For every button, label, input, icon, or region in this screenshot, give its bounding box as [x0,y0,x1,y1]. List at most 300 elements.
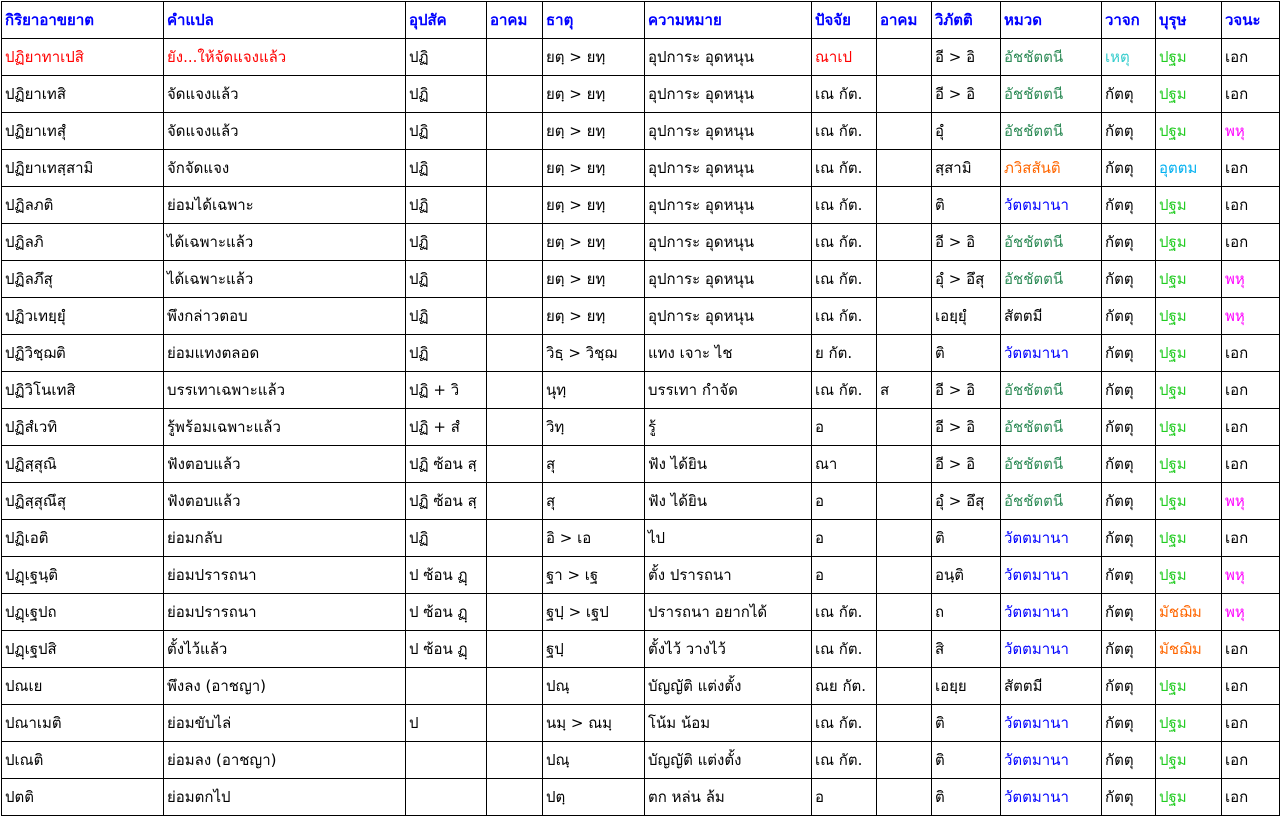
cell-person: ปฐม [1156,76,1222,113]
cell-tense: วัตตมานา [1001,520,1102,557]
cell-person: ปฐม [1156,742,1222,779]
cell-translation: ยัง...ให้จัดแจงแล้ว [164,39,406,76]
cell-person: ปฐม [1156,39,1222,76]
table-body [2,39,1280,816]
cell-root: ยตฺ > ยทฺ [543,76,645,113]
table-row [2,557,1280,594]
cell-inflection: ถ [932,594,1001,631]
cell-augment [487,705,543,742]
cell-translation: ย่อมแทงตลอด [164,335,406,372]
cell-augment [487,742,543,779]
cell-person: ปฐม [1156,372,1222,409]
cell-augment-2 [877,631,932,668]
cell-voice: กัตตุ [1102,779,1156,816]
cell-verb: ปฏิสฺสุณิ [2,446,164,483]
cell-prefix: ปฏิ [406,335,487,372]
cell-root: ปตฺ [543,779,645,816]
cell-augment [487,261,543,298]
cell-meaning: ฟัง ได้ยิน [645,446,812,483]
cell-tense: วัตตมานา [1001,742,1102,779]
cell-suffix: ย กัต. [812,335,877,372]
cell-augment-2 [877,779,932,816]
cell-tense: สัตตมี [1001,668,1102,705]
cell-translation: ย่อมปรารถนา [164,557,406,594]
cell-suffix: อ [812,779,877,816]
cell-augment-2 [877,742,932,779]
cell-voice: กัตตุ [1102,150,1156,187]
cell-meaning: ตก หล่น ล้ม [645,779,812,816]
cell-person: ปฐม [1156,483,1222,520]
cell-prefix: ป ซ้อน ฏฺ [406,594,487,631]
cell-translation: ย่อมกลับ [164,520,406,557]
cell-root: ฐปฺ > เฐป [543,594,645,631]
cell-voice: กัตตุ [1102,298,1156,335]
cell-meaning: บรรเทา กำจัด [645,372,812,409]
cell-prefix: ปฏิ ซ้อน สฺ [406,446,487,483]
cell-voice: กัตตุ [1102,557,1156,594]
cell-augment-2 [877,113,932,150]
cell-person: ปฐม [1156,187,1222,224]
header-meaning: ความหมาย [645,2,812,39]
cell-suffix: ณย กัต. [812,668,877,705]
cell-root: นุทฺ [543,372,645,409]
cell-prefix: ป ซ้อน ฏฺ [406,557,487,594]
cell-number: เอก [1222,520,1280,557]
cell-verb: ปฏิวเทยฺยุํ [2,298,164,335]
table-row [2,779,1280,816]
cell-suffix: เณ กัต. [812,113,877,150]
cell-meaning: โน้ม น้อม [645,705,812,742]
header-augment: อาคม [487,2,543,39]
cell-prefix: ป ซ้อน ฏฺ [406,631,487,668]
cell-tense: อัชชัตตนี [1001,409,1102,446]
cell-verb: ปฏิวิโนเทสิ [2,372,164,409]
cell-inflection: อุํ > อึสุ [932,261,1001,298]
cell-tense: วัตตมานา [1001,705,1102,742]
cell-inflection: อี > อิ [932,409,1001,446]
cell-prefix: ปฏิ [406,113,487,150]
table-row [2,446,1280,483]
cell-voice: กัตตุ [1102,76,1156,113]
cell-inflection: อี > อิ [932,76,1001,113]
cell-voice: กัตตุ [1102,187,1156,224]
table-row [2,335,1280,372]
cell-root: ยตฺ > ยทฺ [543,261,645,298]
cell-number: เอก [1222,446,1280,483]
cell-verb: ปฏิยาทาเปสิ [2,39,164,76]
cell-augment [487,39,543,76]
cell-translation: ได้เฉพาะแล้ว [164,224,406,261]
cell-voice: กัตตุ [1102,668,1156,705]
cell-tense: สัตตมี [1001,298,1102,335]
cell-inflection: อี > อิ [932,224,1001,261]
cell-root: ฐา > เฐ [543,557,645,594]
cell-number: เอก [1222,631,1280,668]
cell-inflection: เอยฺยุํ [932,298,1001,335]
cell-number: พหุ [1222,113,1280,150]
cell-translation: ย่อมลง (อาชญา) [164,742,406,779]
cell-meaning: อุปการะ อุดหนุน [645,39,812,76]
cell-suffix: เณ กัต. [812,705,877,742]
cell-number: เอก [1222,150,1280,187]
cell-tense: อัชชัตตนี [1001,446,1102,483]
cell-prefix: ปฏิ [406,150,487,187]
cell-augment [487,187,543,224]
cell-suffix: เณ กัต. [812,150,877,187]
cell-translation: รู้พร้อมเฉพาะแล้ว [164,409,406,446]
cell-inflection: ติ [932,520,1001,557]
cell-tense: อัชชัตตนี [1001,113,1102,150]
cell-meaning: อุปการะ อุดหนุน [645,187,812,224]
cell-number: เอก [1222,779,1280,816]
cell-root: ยตฺ > ยทฺ [543,39,645,76]
cell-translation: ย่อมปรารถนา [164,594,406,631]
cell-voice: กัตตุ [1102,520,1156,557]
cell-prefix: ปฏิ [406,187,487,224]
cell-prefix [406,742,487,779]
cell-person: ปฐม [1156,298,1222,335]
cell-meaning: อุปการะ อุดหนุน [645,298,812,335]
cell-translation: ตั้งไว้แล้ว [164,631,406,668]
cell-inflection: อนฺติ [932,557,1001,594]
cell-tense: อัชชัตตนี [1001,39,1102,76]
cell-suffix: เณ กัต. [812,261,877,298]
cell-augment-2 [877,224,932,261]
cell-verb: ปฏิลภิ [2,224,164,261]
header-translation: คำแปล [164,2,406,39]
cell-person: ปฐม [1156,668,1222,705]
cell-person: ปฐม [1156,520,1222,557]
cell-verb: ปณเย [2,668,164,705]
cell-meaning: รู้ [645,409,812,446]
cell-augment [487,594,543,631]
header-augment-2: อาคม [877,2,932,39]
cell-augment [487,76,543,113]
cell-number: เอก [1222,335,1280,372]
cell-prefix: ปฏิ + วิ [406,372,487,409]
cell-root: ยตฺ > ยทฺ [543,150,645,187]
cell-prefix: ปฏิ [406,39,487,76]
cell-verb: ปณาเมติ [2,705,164,742]
cell-augment-2 [877,705,932,742]
table-row [2,261,1280,298]
cell-inflection: อุํ > อึสุ [932,483,1001,520]
cell-person: ปฐม [1156,409,1222,446]
cell-inflection: ติ [932,779,1001,816]
cell-inflection: อี > อิ [932,446,1001,483]
cell-person: มัชฌิม [1156,631,1222,668]
cell-prefix: ป [406,705,487,742]
cell-augment [487,483,543,520]
cell-voice: กัตตุ [1102,483,1156,520]
cell-root: ปณฺ [543,742,645,779]
cell-translation: บรรเทาเฉพาะแล้ว [164,372,406,409]
cell-augment-2 [877,557,932,594]
cell-prefix: ปฏิ + สํ [406,409,487,446]
cell-augment-2 [877,39,932,76]
cell-augment-2 [877,187,932,224]
cell-suffix: เณ กัต. [812,76,877,113]
cell-meaning: ตั้ง ปรารถนา [645,557,812,594]
table-row [2,594,1280,631]
cell-translation: ได้เฉพาะแล้ว [164,261,406,298]
cell-prefix: ปฏิ [406,520,487,557]
table-row [2,187,1280,224]
cell-person: ปฐม [1156,224,1222,261]
cell-root: ยตฺ > ยทฺ [543,113,645,150]
cell-tense: วัตตมานา [1001,594,1102,631]
cell-voice: กัตตุ [1102,705,1156,742]
cell-verb: ปฏฺเฐปสิ [2,631,164,668]
cell-suffix: อ [812,409,877,446]
cell-translation: ย่อมขับไล่ [164,705,406,742]
cell-verb: ปฏิสํเวทิ [2,409,164,446]
cell-augment [487,668,543,705]
cell-suffix: ณา [812,446,877,483]
cell-inflection: เอยฺย [932,668,1001,705]
cell-translation: ย่อมได้เฉพาะ [164,187,406,224]
cell-augment [487,150,543,187]
cell-inflection: อี > อิ [932,372,1001,409]
cell-suffix: เณ กัต. [812,372,877,409]
cell-meaning: ปรารถนา อยากได้ [645,594,812,631]
table-row [2,372,1280,409]
cell-augment-2 [877,668,932,705]
cell-root: วิทฺ [543,409,645,446]
cell-translation: ย่อมตกไป [164,779,406,816]
table-row [2,409,1280,446]
cell-person: อุตตม [1156,150,1222,187]
cell-tense: วัตตมานา [1001,779,1102,816]
cell-verb: ปฏฺเฐนฺติ [2,557,164,594]
cell-prefix: ปฏิ [406,298,487,335]
table-row [2,742,1280,779]
header-verb: กิริยาอาขยาต [2,2,164,39]
cell-augment-2 [877,520,932,557]
cell-meaning: อุปการะ อุดหนุน [645,261,812,298]
cell-number: พหุ [1222,557,1280,594]
cell-meaning: ตั้งไว้ วางไว้ [645,631,812,668]
header-root: ธาตุ [543,2,645,39]
cell-voice: กัตตุ [1102,631,1156,668]
cell-prefix [406,668,487,705]
cell-meaning: ฟัง ได้ยิน [645,483,812,520]
cell-number: เอก [1222,187,1280,224]
cell-augment [487,409,543,446]
cell-inflection: ติ [932,705,1001,742]
cell-augment-2 [877,594,932,631]
cell-number: เอก [1222,742,1280,779]
cell-translation: จัดแจงแล้ว [164,113,406,150]
cell-translation: จักจัดแจง [164,150,406,187]
table-row [2,76,1280,113]
cell-suffix: เณ กัต. [812,742,877,779]
cell-translation: พึงลง (อาชญา) [164,668,406,705]
cell-tense: อัชชัตตนี [1001,76,1102,113]
cell-verb: ปฏิยาเทสฺสามิ [2,150,164,187]
cell-augment [487,335,543,372]
header-suffix: ปัจจัย [812,2,877,39]
table-row [2,483,1280,520]
cell-tense: ภวิสสันติ [1001,150,1102,187]
header-row [2,2,1280,39]
cell-augment-2 [877,298,932,335]
cell-tense: วัตตมานา [1001,631,1102,668]
cell-translation: จัดแจงแล้ว [164,76,406,113]
cell-augment-2 [877,409,932,446]
cell-inflection: ติ [932,335,1001,372]
cell-meaning: บัญญัติ แต่งตั้ง [645,668,812,705]
cell-voice: กัตตุ [1102,409,1156,446]
cell-augment [487,557,543,594]
cell-tense: อัชชัตตนี [1001,372,1102,409]
cell-person: ปฐม [1156,261,1222,298]
cell-number: พหุ [1222,594,1280,631]
cell-verb: ปฏิสฺสุณึสุ [2,483,164,520]
cell-meaning: อุปการะ อุดหนุน [645,224,812,261]
cell-person: ปฐม [1156,335,1222,372]
cell-augment-2: ส [877,372,932,409]
cell-suffix: เณ กัต. [812,187,877,224]
cell-number: เอก [1222,705,1280,742]
cell-root: อิ > เอ [543,520,645,557]
cell-augment-2 [877,261,932,298]
cell-suffix: อ [812,520,877,557]
cell-voice: กัตตุ [1102,594,1156,631]
cell-person: ปฐม [1156,113,1222,150]
cell-augment [487,113,543,150]
cell-verb: ปฏิยาเทสุํ [2,113,164,150]
cell-augment-2 [877,76,932,113]
cell-prefix [406,779,487,816]
cell-number: เอก [1222,372,1280,409]
cell-root: สุ [543,483,645,520]
cell-meaning: อุปการะ อุดหนุน [645,113,812,150]
cell-augment [487,631,543,668]
cell-verb: ปเณติ [2,742,164,779]
cell-number: เอก [1222,224,1280,261]
cell-person: ปฐม [1156,557,1222,594]
header-voice: วาจก [1102,2,1156,39]
header-tense: หมวด [1001,2,1102,39]
cell-number: เอก [1222,76,1280,113]
cell-tense: วัตตมานา [1001,187,1102,224]
cell-tense: อัชชัตตนี [1001,483,1102,520]
cell-number: พหุ [1222,483,1280,520]
cell-inflection: อุํ [932,113,1001,150]
cell-translation: พึงกล่าวตอบ [164,298,406,335]
cell-suffix: อ [812,483,877,520]
table-row [2,39,1280,76]
cell-augment [487,520,543,557]
cell-inflection: สิ [932,631,1001,668]
cell-augment-2 [877,335,932,372]
cell-voice: กัตตุ [1102,335,1156,372]
cell-prefix: ปฏิ ซ้อน สฺ [406,483,487,520]
cell-verb: ปตติ [2,779,164,816]
header-inflection: วิภัตติ [932,2,1001,39]
cell-verb: ปฏิลภติ [2,187,164,224]
cell-translation: ฟังตอบแล้ว [164,483,406,520]
cell-voice: เหตุ [1102,39,1156,76]
cell-augment [487,779,543,816]
cell-voice: กัตตุ [1102,261,1156,298]
verb-conjugation-table [1,1,1280,816]
cell-meaning: อุปการะ อุดหนุน [645,150,812,187]
cell-verb: ปฏิยาเทสิ [2,76,164,113]
cell-suffix: เณ กัต. [812,631,877,668]
table-row [2,705,1280,742]
cell-voice: กัตตุ [1102,372,1156,409]
cell-verb: ปฏฺเฐปถ [2,594,164,631]
cell-person: ปฐม [1156,446,1222,483]
table-header [2,2,1280,39]
table-row [2,150,1280,187]
cell-verb: ปฏิวิชฺฌติ [2,335,164,372]
table-row [2,631,1280,668]
header-person: บุรุษ [1156,2,1222,39]
table-row [2,224,1280,261]
cell-inflection: ติ [932,742,1001,779]
cell-inflection: สฺสามิ [932,150,1001,187]
table-row [2,113,1280,150]
cell-suffix: เณ กัต. [812,224,877,261]
cell-suffix: เณ กัต. [812,594,877,631]
cell-prefix: ปฏิ [406,261,487,298]
cell-suffix: อ [812,557,877,594]
table-row [2,520,1280,557]
cell-prefix: ปฏิ [406,76,487,113]
table-row [2,668,1280,705]
cell-tense: วัตตมานา [1001,557,1102,594]
cell-voice: กัตตุ [1102,742,1156,779]
cell-person: ปฐม [1156,779,1222,816]
cell-inflection: ติ [932,187,1001,224]
cell-verb: ปฏิเอติ [2,520,164,557]
cell-meaning: อุปการะ อุดหนุน [645,76,812,113]
cell-number: เอก [1222,668,1280,705]
cell-augment [487,298,543,335]
cell-meaning: แทง เจาะ ไช [645,335,812,372]
cell-prefix: ปฏิ [406,224,487,261]
cell-person: ปฐม [1156,705,1222,742]
cell-root: นมฺ > ณมฺ [543,705,645,742]
cell-voice: กัตตุ [1102,224,1156,261]
cell-augment [487,372,543,409]
header-prefix: อุปสัค [406,2,487,39]
cell-root: ฐปฺ [543,631,645,668]
cell-augment-2 [877,483,932,520]
cell-augment [487,446,543,483]
cell-suffix: ณาเป [812,39,877,76]
cell-number: เอก [1222,39,1280,76]
cell-number: พหุ [1222,298,1280,335]
cell-root: ปณฺ [543,668,645,705]
cell-meaning: บัญญัติ แต่งตั้ง [645,742,812,779]
cell-tense: อัชชัตตนี [1001,261,1102,298]
cell-root: วิธฺ > วิชฺฌ [543,335,645,372]
cell-suffix: เณ กัต. [812,298,877,335]
cell-augment-2 [877,446,932,483]
cell-tense: อัชชัตตนี [1001,224,1102,261]
cell-root: ยตฺ > ยทฺ [543,298,645,335]
cell-root: ยตฺ > ยทฺ [543,187,645,224]
cell-augment-2 [877,150,932,187]
cell-root: สุ [543,446,645,483]
header-number: วจนะ [1222,2,1280,39]
cell-number: เอก [1222,409,1280,446]
cell-voice: กัตตุ [1102,446,1156,483]
